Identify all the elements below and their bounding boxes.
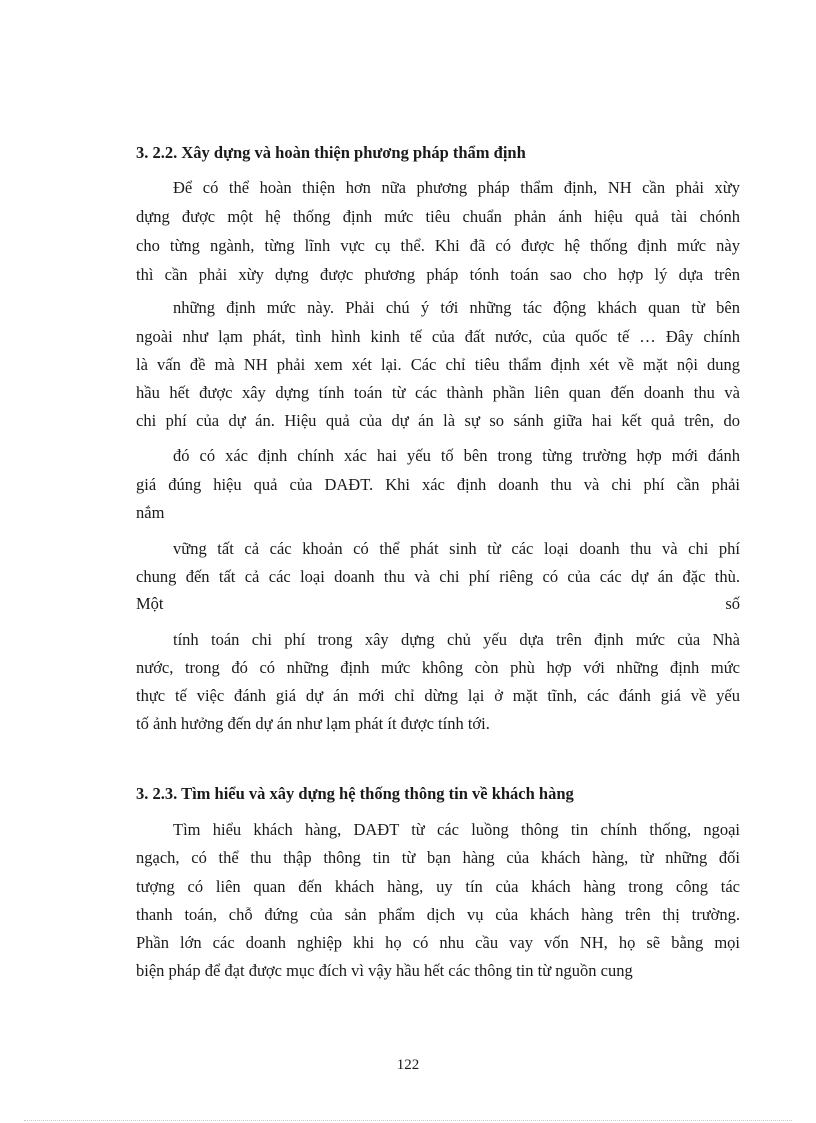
paragraph-line: thì cần phải xừy dựng được phương pháp tónh toán sao cho hợp lý dựa trên	[136, 265, 740, 284]
paragraph-line: giá đúng hiệu quả của DAĐT. Khi xác định doanh thu và chi phí cần phải	[136, 475, 740, 494]
paragraph-word: Một	[136, 594, 164, 613]
paragraph-line: là vấn đề mà NH phải xem xét lại. Các chỉ tiêu thẩm định xét về mặt nội dung	[136, 355, 740, 374]
paragraph-line: biện pháp để đạt được mục đích vì vậy hầu hết các thông tin từ nguồn cung	[136, 961, 633, 980]
section-heading-3-2-3: 3. 2.3. Tìm hiểu và xây dựng hệ thống thông tin về khách hàng	[136, 784, 574, 803]
page-number: 122	[396, 1057, 420, 1073]
paragraph-line: chung đến tất cả các loại doanh thu và chi phí riêng có của các dự án đặc thù.	[136, 567, 740, 586]
paragraph-word: số	[725, 594, 740, 613]
paragraph-line: tính toán chi phí trong xây dựng chủ yếu dựa trên định mức của Nhà	[173, 630, 740, 649]
paragraph-line: dựng được một hệ thống định mức tiêu chuẩn phản ánh hiệu quả tài chónh	[136, 207, 740, 226]
paragraph-line: Tìm hiểu khách hàng, DAĐT từ các luồng thông tin chính thống, ngoại	[173, 820, 740, 839]
paragraph-line: những định mức này. Phải chú ý tới những tác động khách quan từ bên	[173, 298, 740, 317]
section-heading-3-2-2: 3. 2.2. Xây dựng và hoàn thiện phương pháp thẩm định	[136, 143, 526, 162]
paragraph-line: ngoài như lạm phát, tình hình kinh tế của đất nước, của quốc tế … Đây chính	[136, 327, 740, 346]
paragraph-line: nước, trong đó có những định mức không còn phù hợp với những định mức	[136, 658, 740, 677]
paragraph-line: ngạch, có thể thu thập thông tin từ bạn hàng của khách hàng, từ những đối	[136, 848, 740, 867]
paragraph-line: thanh toán, chỗ đứng của sản phẩm dịch vụ của khách hàng trên thị trường.	[136, 905, 740, 924]
paragraph-line: tố ảnh hưởng đến dự án như lạm phát ít được tính tới.	[136, 714, 490, 733]
paragraph-line: thực tế việc đánh giá dự án mới chỉ dừng lại ở mặt tĩnh, các đánh giá về yếu	[136, 686, 740, 705]
paragraph-line: hầu hết được xây dựng tính toán từ các thành phần liên quan đến doanh thu và	[136, 383, 740, 402]
paragraph-line: vững tất cả các khoản có thể phát sinh từ các loại doanh thu và chi phí	[173, 539, 740, 558]
paragraph-line: Để có thể hoàn thiện hơn nữa phương pháp thẩm định, NH cần phải xừy	[173, 178, 740, 197]
paragraph-line: Phần lớn các doanh nghiệp khi họ có nhu cầu vay vốn NH, họ sẽ bằng mọi	[136, 933, 740, 952]
split-line	[136, 594, 740, 614]
paragraph-line: chi phí của dự án. Hiệu quả của dự án là sự so sánh giữa hai kết quả trên, do	[136, 411, 740, 430]
paragraph-line: nắm	[136, 503, 165, 522]
page-bottom-divider	[24, 1120, 792, 1121]
paragraph-line: đó có xác định chính xác hai yếu tố bên trong từng trường hợp mới đánh	[173, 446, 740, 465]
paragraph-line: cho từng ngành, từng lĩnh vực cụ thể. Khi đã có được hệ thống định mức này	[136, 236, 740, 255]
paragraph-line: tượng có liên quan đến khách hàng, uy tín của khách hàng trong công tác	[136, 877, 740, 896]
